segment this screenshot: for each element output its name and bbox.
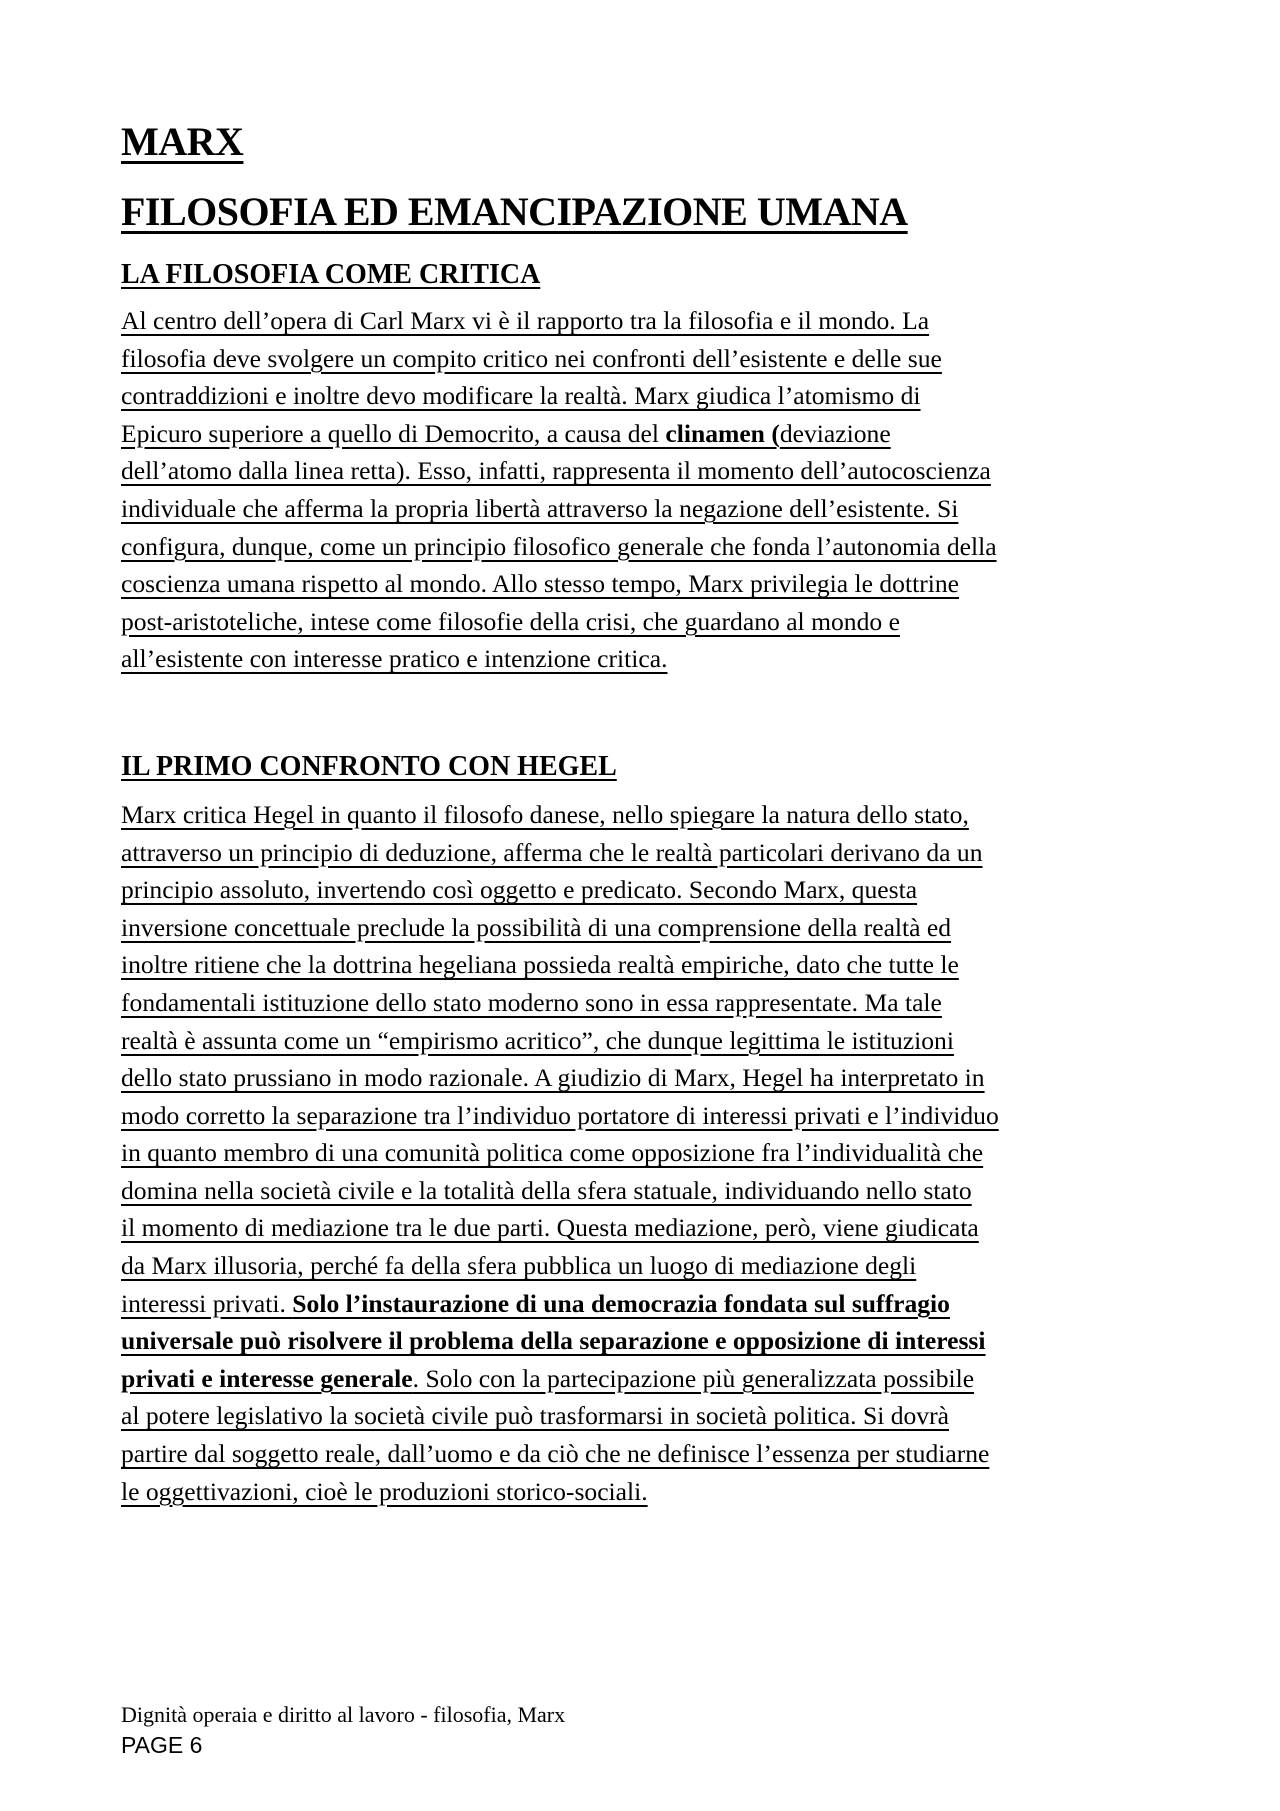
text-line: dell’atomo dalla linea retta). Esso, infatti, rappresenta il momento dell’autocoscienza [121, 456, 991, 486]
text-run: . Solo con la partecipazione più generalizzata possibile [412, 1363, 975, 1393]
text-line: inoltre ritiene che la dottrina hegeliana possieda realtà empiriche, dato che tutte le [121, 950, 959, 980]
text-line [121, 1360, 1171, 1398]
text-line: Marx critica Hegel in quanto il filosofo danese, nello spiegare la natura dello stato, [121, 799, 969, 829]
text-line: Al centro dell’opera di Carl Marx vi è il rapporto tra la filosofia e il mondo. La [121, 306, 930, 335]
paragraph-primo-confronto-hegel [121, 796, 1171, 1510]
bold-statement: Solo l’instaurazione di una democrazia fondata sul suffragio [292, 1288, 950, 1318]
text-run: interessi privati. [121, 1288, 293, 1318]
paragraph-filosofia-come-critica [121, 302, 1171, 678]
text-line: attraverso un principio di deduzione, afferma che le realtà particolari derivano da un [121, 837, 983, 867]
text-line: filosofia deve svolgere un compito critico nei confronti dell’esistente e delle sue [121, 343, 942, 373]
text-line: il momento di mediazione tra le due parti. Questa mediazione, però, viene giudicata [121, 1213, 979, 1243]
bold-statement: universale può risolvere il problema della separazione e opposizione di interessi [121, 1326, 986, 1356]
text-line: in quanto membro di una comunità politica come opposizione fra l’individualità che [121, 1138, 984, 1168]
page-footer [121, 1700, 565, 1760]
text-line: contraddizioni e inoltre devo modificare la realtà. Marx giudica l’atomismo di [121, 381, 921, 411]
bold-statement: privati e interesse generale [121, 1363, 413, 1393]
text-line [121, 1285, 1171, 1323]
document-page [121, 118, 1171, 1510]
text-line: inversione concettuale preclude la possibilità di una comprensione della realtà ed [121, 912, 952, 942]
text-line: dello stato prussiano in modo razionale. A giudizio di Marx, Hegel ha interpretato in [121, 1063, 985, 1093]
bold-term-clinamen: clinamen ( [665, 418, 780, 448]
text-line: principio assoluto, invertendo così oggetto e predicato. Secondo Marx, questa [121, 875, 918, 905]
text-line: coscienza umana rispetto al mondo. Allo stesso tempo, Marx privilegia le dottrine [121, 569, 959, 599]
text-line: realtà è assunta come un “empirismo acritico”, che dunque legittima le istituzioni [121, 1025, 954, 1055]
text-line: modo corretto la separazione tra l’individuo portatore di interessi privati e l’individuo [121, 1100, 999, 1130]
text-line: le oggettivazioni, cioè le produzioni storico-sociali. [121, 1476, 648, 1506]
text-line: configura, dunque, come un principio filosofico generale che fonda l’autonomia della [121, 531, 997, 561]
footer-text: Dignità operaia e diritto al lavoro - filosofia, Marx [121, 1702, 566, 1727]
text-line: domina nella società civile e la totalità della sfera statuale, individuando nello stato [121, 1175, 972, 1205]
text-line [121, 415, 1171, 453]
text-line: individuale che afferma la propria libertà attraverso la negazione dell’esistente. Si [121, 493, 959, 523]
text-line: post-aristoteliche, intese come filosofie della crisi, che guardano al mondo e [121, 606, 900, 636]
document-title-line2: FILOSOFIA ED EMANCIPAZIONE UMANA [121, 189, 908, 234]
text-run: Epicuro superiore a quello di Democrito, a causa del [121, 418, 666, 448]
text-line: all’esistente con interesse pratico e intenzione critica. [121, 644, 668, 674]
document-title-line1: MARX [121, 119, 244, 164]
text-line: da Marx illusoria, perché fa della sfera pubblica un luogo di mediazione degli [121, 1251, 917, 1281]
text-run: deviazione [779, 418, 891, 448]
text-line [121, 1322, 1171, 1360]
section-heading-filosofia-come-critica: LA FILOSOFIA COME CRITICA [121, 259, 541, 290]
text-line: fondamentali istituzione dello stato moderno sono in essa rappresentate. Ma tale [121, 987, 942, 1017]
text-line: al potere legislativo la società civile può trasformarsi in società politica. Si dovrà [121, 1401, 949, 1431]
text-line: partire dal soggetto reale, dall’uomo e da ciò che ne definisce l’essenza per studiarne [121, 1439, 990, 1469]
page-number: PAGE 6 [121, 1732, 203, 1758]
section-heading-primo-confronto-hegel: IL PRIMO CONFRONTO CON HEGEL [121, 750, 617, 782]
